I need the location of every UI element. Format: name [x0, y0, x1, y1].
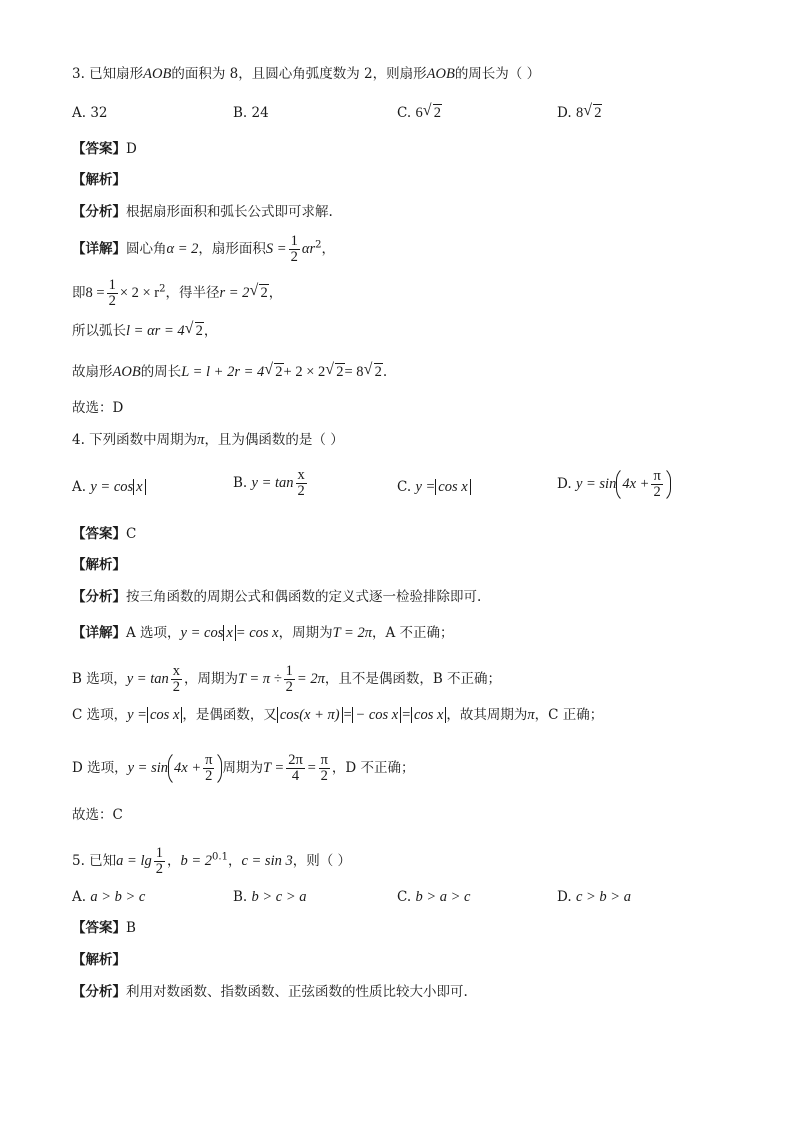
- q3-option-a: A. 32: [72, 105, 108, 121]
- q5-answer: 【答案】B: [72, 920, 136, 936]
- q4-detail-option-a: 【详解】A 选项，y = cos x = cos x，周期为T = 2π，A 不正确；: [72, 625, 454, 641]
- q3-detail-line-4: 故扇形AOB的周长L = l + 2r = 4√ 2+ 2 × 2√ 2= 8√ 2.: [72, 362, 387, 382]
- q5-option-c: C. b > a > c: [397, 889, 471, 905]
- q5-option-d: D. c > b > a: [557, 889, 631, 905]
- q4-fenxi: 【分析】按三角函数的周期公式和偶函数的定义式逐一检验排除即可.: [72, 589, 482, 605]
- q4-detail-option-c: C 选项，y = cos x ，是偶函数，又 cos(x + π) = − cos x = cos x ，故其周期为π，C 正确；: [72, 707, 604, 723]
- q4-option-c: C. y = cos x: [397, 477, 471, 497]
- q4-option-d: D. y = sin 4x + $\frac{\pi}{2}$: [557, 466, 671, 503]
- q4-analysis-heading: 【解析】: [72, 557, 126, 573]
- q3-option-d: D. 8√ 2: [557, 103, 602, 123]
- q4-option-b: B. y = tan $\frac{x}{2}$: [233, 467, 305, 499]
- q4-detail-option-d: D 选项，y = sin 4x + $\frac{\pi}{2}$ 周期为T = $\frac{2\pi}{4}$ = $\frac{\pi}{2}$ ，D 不正确；: [72, 750, 415, 787]
- q3-option-b: B. 24: [233, 105, 269, 121]
- q3-stem: 3. 已知扇形AOB的面积为 8，且圆心角弧度数为 2，则扇形AOB的周长为（ ）: [72, 66, 541, 82]
- q4-stem: 4. 下列函数中周期为π，且为偶函数的是（ ）: [72, 432, 344, 448]
- q4-answer: 【答案】C: [72, 526, 137, 542]
- q3-analysis-heading: 【解析】: [72, 172, 126, 188]
- q5-option-a: A. a > b > c: [72, 889, 146, 905]
- q3-detail-line-1: 【详解】圆心角α = 2，扇形面积S = $\frac{1}{2}$ $\alpha r^2$，: [72, 233, 335, 265]
- q5-analysis-heading: 【解析】: [72, 952, 126, 968]
- q5-fenxi: 【分析】利用对数函数、指数函数、正弦函数的性质比较大小即可.: [72, 984, 468, 1000]
- q3-answer: 【答案】D: [72, 141, 137, 157]
- q3-detail-line-3: 所以弧长l = αr = 4√ 2，: [72, 321, 217, 341]
- q4-detail-option-b: B 选项，y = tan $\frac{x}{2}$ ，周期为T = π ÷ $\frac{1}{2}$ = 2π，且不是偶函数，B 不正确；: [72, 663, 502, 695]
- q3-option-c: C. 6√ 2: [397, 103, 442, 123]
- q3-final-answer: 故选：D: [72, 400, 124, 416]
- q5-option-b: B. b > c > a: [233, 889, 307, 905]
- q4-final-answer: 故选：C: [72, 807, 123, 823]
- q5-stem: 5. 已知a = lg $\frac{1}{2}$ ，$b = 2^{0.1}$，c = sin 3，则（ ）: [72, 845, 352, 877]
- q4-option-a: A. y = cos x: [72, 477, 146, 497]
- q3-detail-line-2: 即8 = $\frac{1}{2}$ × $2 \times r^2$，得半径r = 2√ 2，: [72, 278, 282, 309]
- q3-fenxi: 【分析】根据扇形面积和弧长公式即可求解.: [72, 204, 333, 220]
